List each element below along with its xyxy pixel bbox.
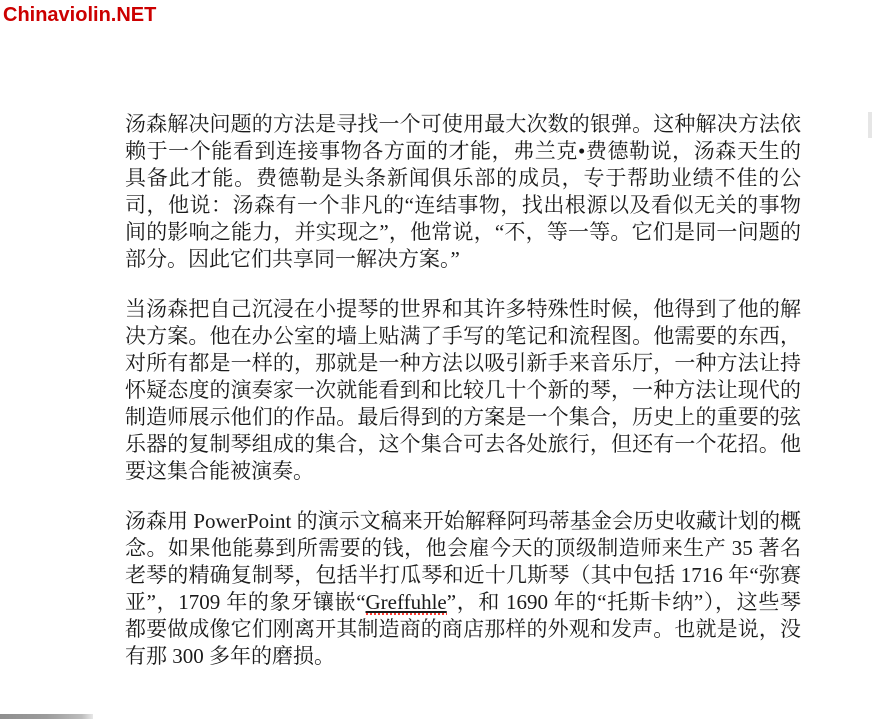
- misspelled-word: Greffuhle: [365, 590, 447, 614]
- text-run: 当汤森把自己沉浸在小提琴的世界和其许多特殊性时候，他得到了他的解决方案。他在办公室的墙上贴满了手写的笔记和流程图。他需要的东西，对所有都是一样的，那就是一种方法以吸引新手来音乐厅，一种方法让持怀疑态度的演奏家一次就能看到和比较几十个新的琴，一种方法让现代的制造师展示他们的作品。最后得到的方案是一个集合，历史上的重要的弦乐器的复制琴组成的集合，这个集合可去各处旅行，但还有一个花招。他要这集合能被演奏。: [125, 297, 801, 483]
- paragraph: [125, 508, 801, 670]
- window-edge-artifact: [868, 112, 872, 138]
- site-logo: Chinaviolin.NET: [3, 4, 157, 26]
- horizontal-scrollbar-thumb[interactable]: [0, 714, 93, 719]
- text-run: 汤森解决问题的方法是寻找一个可使用最大次数的银弹。这种解决方法依赖于一个能看到连接事物各方面的才能，弗兰克•费德勒说，汤森天生的具备此才能。费德勒是头条新闻俱乐部的成员，专于帮助业绩不佳的公司，他说：汤森有一个非凡的“连结事物，找出根源以及看似无关的事物间的影响之能力，并实现之”，他常说，“不，等一等。它们是同一问题的部分。因此它们共享同一解决方案。”: [125, 112, 801, 271]
- paragraph: [125, 111, 801, 273]
- article-body: [125, 111, 801, 693]
- paragraph: [125, 296, 801, 485]
- text-run: ”，和 1690 年的“托斯卡纳”），这些琴都要做成像它们刚离开其制造商的商店那样的外观和发声。也就是说，没有那 300 多年的磨损。: [125, 590, 801, 668]
- text-run: 汤森用 PowerPoint 的演示文稿来开始解释阿玛蒂基金会历史收藏计划的概念。如果他能募到所需要的钱，他会雇今天的顶级制造师来生产 35 著名老琴的精确复制琴，包括半打瓜琴和近十几斯琴（其中包括 1716 年“弥赛亚”，1709 年的象牙镶嵌“: [125, 509, 801, 614]
